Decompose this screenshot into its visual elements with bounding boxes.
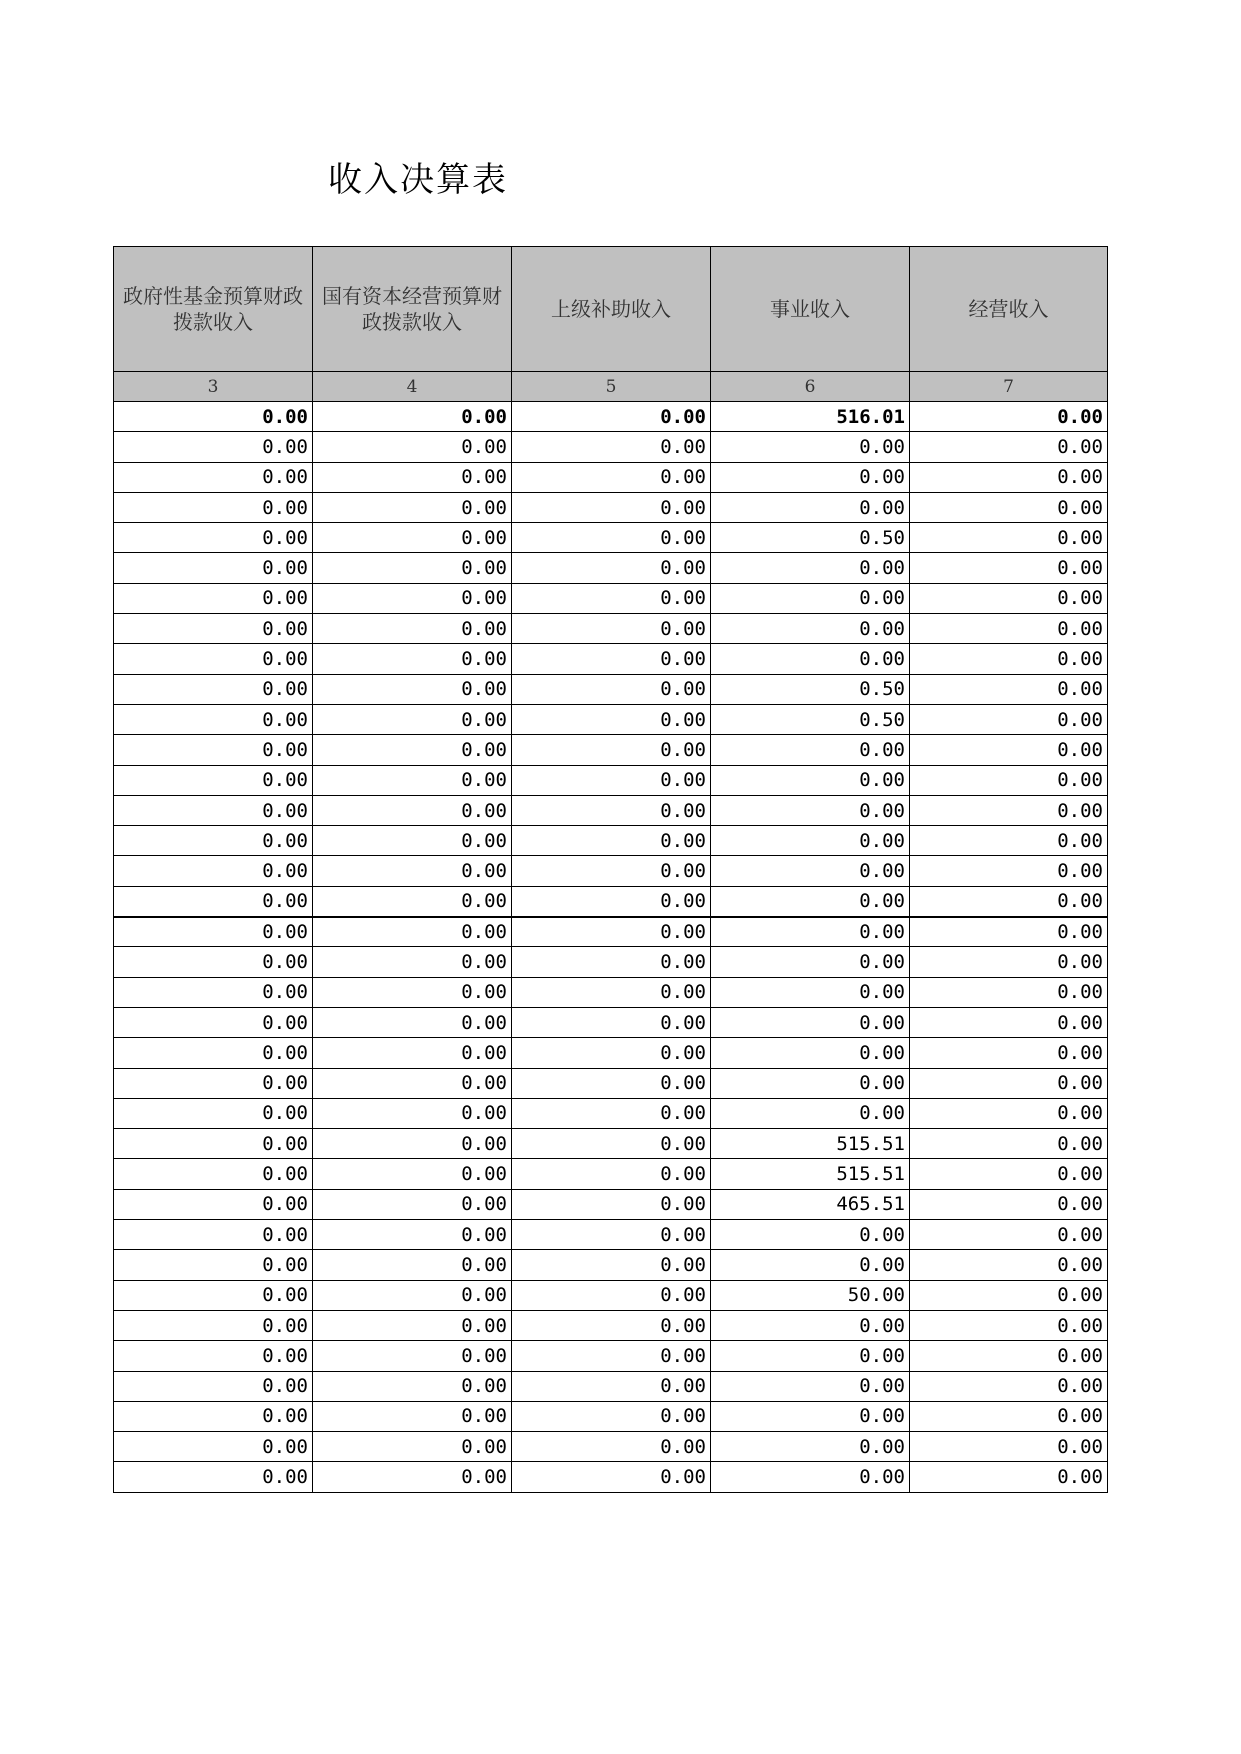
table-row [114, 553, 1108, 583]
table-cell: 0.00 [711, 553, 910, 583]
table-cell: 0.00 [512, 1159, 711, 1189]
column-number-row [114, 372, 1108, 402]
table-cell: 0.00 [711, 583, 910, 613]
column-header: 国有资本经营预算财政拨款收入 [313, 247, 512, 372]
table-cell: 0.00 [512, 765, 711, 795]
table-cell: 515.51 [711, 1129, 910, 1159]
table-cell: 0.00 [114, 826, 313, 856]
table-cell: 0.00 [910, 1007, 1108, 1037]
table-cell: 0.00 [114, 1371, 313, 1401]
column-header: 事业收入 [711, 247, 910, 372]
table-cell: 0.00 [711, 1038, 910, 1068]
table-cell: 0.00 [910, 1038, 1108, 1068]
table-cell: 0.00 [114, 1341, 313, 1371]
table-cell: 0.00 [910, 402, 1108, 432]
table-cell: 0.00 [711, 1341, 910, 1371]
table-cell: 0.00 [313, 704, 512, 734]
table-row [114, 1371, 1108, 1401]
table-cell: 0.00 [114, 1098, 313, 1128]
table-cell: 0.00 [512, 1341, 711, 1371]
table-cell: 0.00 [512, 523, 711, 553]
table-cell: 0.00 [512, 795, 711, 825]
table-cell: 0.00 [512, 1371, 711, 1401]
table-cell: 0.00 [711, 614, 910, 644]
table-cell: 0.00 [910, 1098, 1108, 1128]
table-cell: 0.00 [910, 704, 1108, 734]
page-title: 收入决算表 [328, 160, 508, 200]
table-cell: 0.00 [711, 1220, 910, 1250]
table-cell: 0.00 [313, 795, 512, 825]
table-cell: 0.00 [313, 1280, 512, 1310]
table-cell: 0.00 [114, 1129, 313, 1159]
table-cell: 0.00 [114, 1068, 313, 1098]
table-cell: 0.00 [711, 1462, 910, 1492]
table-cell: 0.00 [512, 917, 711, 947]
table-cell: 0.00 [910, 917, 1108, 947]
table-row [114, 977, 1108, 1007]
table-cell: 0.00 [910, 432, 1108, 462]
table-cell: 50.00 [711, 1280, 910, 1310]
column-header: 政府性基金预算财政拨款收入 [114, 247, 313, 372]
column-header: 经营收入 [910, 247, 1108, 372]
table-cell: 0.00 [114, 644, 313, 674]
table-cell: 0.00 [711, 1310, 910, 1340]
table-cell: 0.00 [512, 735, 711, 765]
table-cell: 0.00 [114, 886, 313, 916]
table-cell: 0.00 [910, 1462, 1108, 1492]
table-cell: 0.00 [910, 1189, 1108, 1219]
table-cell: 0.00 [512, 553, 711, 583]
table-cell: 0.00 [512, 614, 711, 644]
table-row [114, 1129, 1108, 1159]
column-header: 上级补助收入 [512, 247, 711, 372]
table-row [114, 856, 1108, 886]
table-cell: 0.00 [512, 1280, 711, 1310]
table-cell: 0.00 [512, 886, 711, 916]
table-cell: 0.00 [711, 1401, 910, 1431]
table-row [114, 947, 1108, 977]
table-cell: 0.00 [711, 826, 910, 856]
table-cell: 0.00 [711, 1068, 910, 1098]
table-cell: 0.00 [313, 1462, 512, 1492]
table-cell: 0.00 [313, 614, 512, 644]
table-cell: 0.00 [711, 644, 910, 674]
table-row [114, 1220, 1108, 1250]
table-cell: 0.00 [114, 1310, 313, 1340]
table-cell: 0.00 [313, 1129, 512, 1159]
table-cell: 0.00 [114, 674, 313, 704]
column-number: 4 [313, 372, 512, 402]
table-cell: 0.00 [313, 523, 512, 553]
table-cell: 0.00 [512, 1462, 711, 1492]
table-cell: 0.00 [512, 1401, 711, 1431]
table-cell: 0.00 [114, 795, 313, 825]
table-cell: 0.00 [114, 1189, 313, 1219]
table-cell: 0.00 [313, 856, 512, 886]
table-cell: 0.00 [910, 674, 1108, 704]
table-cell: 0.00 [910, 826, 1108, 856]
table-cell: 0.00 [313, 1159, 512, 1189]
table-cell: 465.51 [711, 1189, 910, 1219]
table-row [114, 432, 1108, 462]
table-cell: 0.00 [313, 1432, 512, 1462]
table-cell: 0.00 [114, 523, 313, 553]
table-cell: 0.00 [512, 1068, 711, 1098]
table-cell: 0.00 [313, 1401, 512, 1431]
table-cell: 0.00 [313, 735, 512, 765]
table-row [114, 523, 1108, 553]
table-row [114, 492, 1108, 522]
table-cell: 515.51 [711, 1159, 910, 1189]
table-cell: 0.00 [512, 826, 711, 856]
table-cell: 0.00 [910, 1310, 1108, 1340]
table-row [114, 614, 1108, 644]
table-cell: 0.00 [910, 1159, 1108, 1189]
table-cell: 0.00 [711, 765, 910, 795]
table-cell: 0.00 [114, 1220, 313, 1250]
table-row [114, 1250, 1108, 1280]
table-cell: 0.00 [313, 492, 512, 522]
table-cell: 0.00 [114, 1038, 313, 1068]
total-row [114, 402, 1108, 432]
table-cell: 0.00 [313, 1189, 512, 1219]
table-cell: 0.00 [313, 826, 512, 856]
table-row [114, 1007, 1108, 1037]
table-cell: 0.00 [313, 432, 512, 462]
table-cell: 0.00 [910, 462, 1108, 492]
table-cell: 0.00 [313, 553, 512, 583]
table-row [114, 826, 1108, 856]
table-row [114, 1401, 1108, 1431]
table-cell: 0.00 [512, 1038, 711, 1068]
table-body [114, 402, 1108, 1493]
table-cell: 0.00 [512, 947, 711, 977]
table-row [114, 765, 1108, 795]
table-cell: 0.00 [313, 765, 512, 795]
table-cell: 0.00 [313, 1250, 512, 1280]
table-cell: 0.00 [114, 432, 313, 462]
table-cell: 0.00 [114, 402, 313, 432]
table-cell: 0.00 [114, 1401, 313, 1431]
table-cell: 0.00 [114, 1250, 313, 1280]
table-cell: 0.00 [313, 1068, 512, 1098]
table-cell: 0.00 [711, 856, 910, 886]
table-cell: 0.00 [114, 977, 313, 1007]
table-cell: 0.00 [313, 977, 512, 1007]
income-report-table [113, 246, 1108, 1493]
table-cell: 0.00 [512, 462, 711, 492]
table-cell: 0.00 [313, 1310, 512, 1340]
table-cell: 0.00 [313, 583, 512, 613]
table-row [114, 1068, 1108, 1098]
table-row [114, 795, 1108, 825]
table-cell: 0.00 [910, 1371, 1108, 1401]
table-cell: 0.00 [512, 1098, 711, 1128]
table-cell: 0.00 [313, 1038, 512, 1068]
table-cell: 0.00 [512, 1189, 711, 1219]
table-cell: 0.00 [313, 1098, 512, 1128]
table-cell: 0.00 [910, 492, 1108, 522]
table-cell: 0.00 [512, 704, 711, 734]
table-cell: 0.00 [910, 1250, 1108, 1280]
table-cell: 0.00 [114, 1462, 313, 1492]
column-number: 7 [910, 372, 1108, 402]
table-row [114, 1038, 1108, 1068]
table-cell: 0.00 [711, 1250, 910, 1280]
table-row [114, 674, 1108, 704]
table-row [114, 1310, 1108, 1340]
table-cell: 0.00 [910, 644, 1108, 674]
table-cell: 0.00 [711, 1432, 910, 1462]
table-cell: 0.00 [114, 1007, 313, 1037]
table-cell: 0.00 [512, 402, 711, 432]
table-cell: 516.01 [711, 402, 910, 432]
table-row [114, 1462, 1108, 1492]
table-cell: 0.00 [114, 856, 313, 886]
table-cell: 0.00 [910, 1129, 1108, 1159]
table-row [114, 1341, 1108, 1371]
table-cell: 0.00 [512, 1310, 711, 1340]
table-cell: 0.00 [910, 614, 1108, 644]
table-cell: 0.00 [313, 917, 512, 947]
table-cell: 0.00 [910, 735, 1108, 765]
table-cell: 0.00 [114, 492, 313, 522]
table-cell: 0.50 [711, 674, 910, 704]
table-cell: 0.00 [114, 1280, 313, 1310]
table-cell: 0.00 [910, 1068, 1108, 1098]
table-cell: 0.00 [910, 856, 1108, 886]
table-cell: 0.00 [512, 583, 711, 613]
table-cell: 0.00 [910, 1432, 1108, 1462]
table-cell: 0.00 [711, 917, 910, 947]
table-cell: 0.00 [512, 1129, 711, 1159]
table-cell: 0.00 [910, 795, 1108, 825]
column-number: 6 [711, 372, 910, 402]
table-cell: 0.00 [512, 1250, 711, 1280]
table-cell: 0.00 [711, 1371, 910, 1401]
table-cell: 0.00 [114, 462, 313, 492]
table-cell: 0.00 [910, 947, 1108, 977]
table-row [114, 886, 1108, 916]
table-cell: 0.00 [910, 1401, 1108, 1431]
table-cell: 0.00 [114, 917, 313, 947]
table-cell: 0.00 [313, 402, 512, 432]
table-cell: 0.00 [313, 1371, 512, 1401]
table-cell: 0.00 [711, 795, 910, 825]
table-row [114, 1280, 1108, 1310]
table-cell: 0.00 [114, 947, 313, 977]
table-cell: 0.00 [910, 583, 1108, 613]
table-cell: 0.00 [512, 977, 711, 1007]
table-row [114, 1432, 1108, 1462]
table-cell: 0.00 [910, 553, 1108, 583]
table-cell: 0.00 [313, 1341, 512, 1371]
table-cell: 0.00 [512, 644, 711, 674]
table-cell: 0.00 [910, 1220, 1108, 1250]
table-cell: 0.00 [313, 644, 512, 674]
table-cell: 0.00 [711, 735, 910, 765]
table-cell: 0.50 [711, 704, 910, 734]
table-cell: 0.00 [313, 674, 512, 704]
table-cell: 0.00 [114, 765, 313, 795]
table-cell: 0.00 [711, 432, 910, 462]
table-cell: 0.00 [512, 492, 711, 522]
table-cell: 0.00 [313, 462, 512, 492]
table-cell: 0.00 [512, 674, 711, 704]
table-row [114, 1159, 1108, 1189]
table-row [114, 1098, 1108, 1128]
table-cell: 0.00 [512, 1007, 711, 1037]
table-cell: 0.00 [114, 1432, 313, 1462]
table-cell: 0.00 [114, 583, 313, 613]
table-cell: 0.00 [711, 462, 910, 492]
table-cell: 0.00 [711, 1098, 910, 1128]
table-row [114, 1189, 1108, 1219]
table-row [114, 462, 1108, 492]
table-cell: 0.50 [711, 523, 910, 553]
table-cell: 0.00 [711, 977, 910, 1007]
table-cell: 0.00 [114, 614, 313, 644]
table-cell: 0.00 [512, 1432, 711, 1462]
table-cell: 0.00 [711, 1007, 910, 1037]
table-row [114, 917, 1108, 947]
column-number: 5 [512, 372, 711, 402]
table-cell: 0.00 [313, 947, 512, 977]
table-cell: 0.00 [910, 886, 1108, 916]
table-row [114, 735, 1108, 765]
table-row [114, 583, 1108, 613]
table-cell: 0.00 [910, 1341, 1108, 1371]
table-cell: 0.00 [910, 1280, 1108, 1310]
table-row [114, 644, 1108, 674]
table-cell: 0.00 [910, 765, 1108, 795]
table-cell: 0.00 [512, 1220, 711, 1250]
table-cell: 0.00 [114, 735, 313, 765]
table-cell: 0.00 [313, 1220, 512, 1250]
table-cell: 0.00 [512, 856, 711, 886]
table-cell: 0.00 [114, 553, 313, 583]
table-cell: 0.00 [114, 704, 313, 734]
column-number: 3 [114, 372, 313, 402]
table-cell: 0.00 [114, 1159, 313, 1189]
table-cell: 0.00 [313, 886, 512, 916]
table-cell: 0.00 [512, 432, 711, 462]
table-cell: 0.00 [711, 947, 910, 977]
table-row [114, 704, 1108, 734]
table-cell: 0.00 [910, 977, 1108, 1007]
table-cell: 0.00 [910, 523, 1108, 553]
table-cell: 0.00 [711, 492, 910, 522]
header-row [114, 247, 1108, 372]
table-cell: 0.00 [711, 886, 910, 916]
table-cell: 0.00 [313, 1007, 512, 1037]
